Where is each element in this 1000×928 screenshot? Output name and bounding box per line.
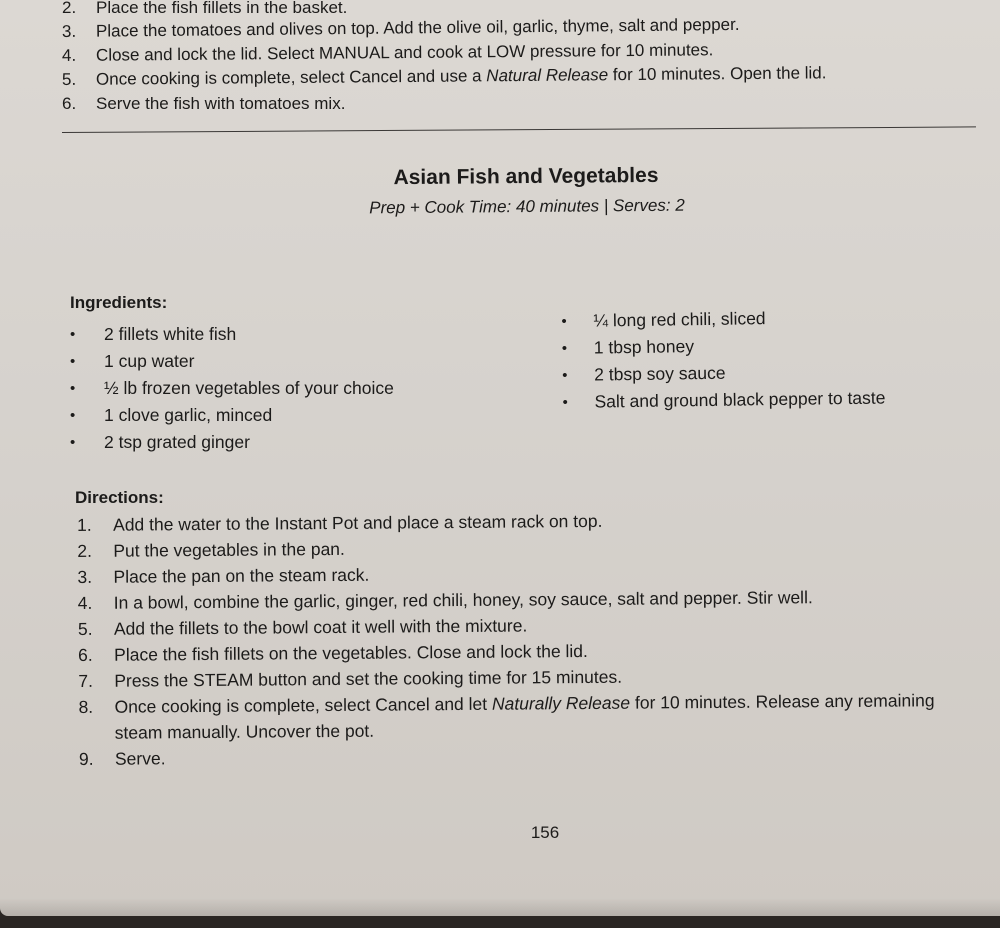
step-text: Place the fish fillets on the vegetables. Close and lock the lid. <box>114 640 588 665</box>
step-number: 6. <box>62 94 77 113</box>
ingredients-list-right <box>561 303 885 415</box>
ingredient-text: ½ lb frozen vegetables of your choice <box>104 378 394 398</box>
bullet-icon: • <box>70 380 76 397</box>
step-text: Add the water to the Instant Pot and place a steam rack on top. <box>113 510 603 535</box>
step-text-emphasis: Naturally Release <box>491 692 631 714</box>
step-text: Place the fish fillets in the basket. <box>96 0 348 17</box>
step-text: Serve. <box>114 748 166 769</box>
step-number: 1. <box>77 514 92 535</box>
step-text: Place the pan on the steam rack. <box>113 564 370 587</box>
ingredient-text: 2 tsp grated ginger <box>104 432 250 452</box>
step-number: 5. <box>77 618 93 639</box>
step-number: 2. <box>77 540 92 561</box>
step-text: Place the tomatoes and olives on top. Add the olive oil, garlic, thyme, salt and pepper. <box>95 14 740 41</box>
step-number: 2. <box>62 0 77 17</box>
step-number: 3. <box>77 566 93 587</box>
ingredient-text: 1 tbsp honey <box>593 336 695 358</box>
step-text-start: Once cooking is complete, select Cancel and use a <box>95 66 487 89</box>
step-number: 8. <box>78 696 94 717</box>
ingredient-item <box>70 429 394 456</box>
previous-step <box>62 92 962 116</box>
direction-step <box>78 687 978 746</box>
bullet-icon: • <box>70 326 76 343</box>
section-divider <box>62 126 976 133</box>
bullet-icon: • <box>70 434 76 451</box>
ingredient-item <box>70 321 394 348</box>
step-text-end: for 10 minutes. Release any remaining steam manually. Uncover the pot. <box>114 690 935 743</box>
bullet-icon: • <box>70 353 76 370</box>
ingredient-text: 2 tbsp soy sauce <box>594 362 726 385</box>
previous-recipe-steps <box>62 0 962 116</box>
ingredient-item <box>70 348 394 375</box>
ingredient-text: 1 cup water <box>104 351 195 371</box>
recipe-title: Asian Fish and Vegetables <box>393 163 659 190</box>
bullet-icon: • <box>70 407 76 424</box>
directions-list <box>77 505 979 772</box>
ingredient-text: Salt and ground black pepper to taste <box>594 387 886 412</box>
step-text: In a bowl, combine the garlic, ginger, red chili, honey, soy sauce, salt and pepper. Stir well. <box>113 587 813 613</box>
bullet-icon: • <box>561 339 568 358</box>
ingredient-item <box>70 375 394 402</box>
step-number: 4. <box>77 592 93 613</box>
ingredient-item <box>562 384 885 416</box>
ingredient-text: 1 clove garlic, minced <box>104 405 273 425</box>
ingredient-text: ¼ long red chili, sliced <box>593 308 766 331</box>
step-number: 6. <box>78 644 93 665</box>
step-text-emphasis: Natural Release <box>486 65 609 86</box>
bullet-icon: • <box>562 366 568 384</box>
step-text: Serve the fish with tomatoes mix. <box>96 94 346 113</box>
step-text-end: for 10 minutes. Open the lid. <box>608 63 827 85</box>
step-text: Press the STEAM button and set the cooking time for 15 minutes. <box>114 666 623 691</box>
step-text-start: Once cooking is complete, select Cancel and let <box>114 693 493 717</box>
step-number: 5. <box>61 69 77 89</box>
directions-heading: Directions: <box>75 488 164 507</box>
ingredient-item <box>70 402 394 429</box>
step-text: Add the fillets to the bowl coat it well with the mixture. <box>113 615 528 639</box>
bullet-icon: • <box>561 312 567 331</box>
step-number: 7. <box>78 670 94 691</box>
recipe-prep-time-servings: Prep + Cook Time: 40 minutes | Serves: 2 <box>369 195 685 218</box>
step-number: 4. <box>61 45 77 65</box>
ingredients-heading: Ingredients: <box>70 293 168 312</box>
page-number: 156 <box>530 823 560 842</box>
step-text: Close and lock the lid. Select MANUAL and cook at LOW pressure for 10 minutes. <box>95 40 714 65</box>
bullet-icon: • <box>562 393 568 411</box>
step-text: Put the vegetables in the pan. <box>113 538 345 561</box>
step-text <box>114 687 964 746</box>
step-number: 9. <box>78 748 94 769</box>
step-number: 3. <box>61 21 77 41</box>
step-text <box>96 61 827 91</box>
ingredients-list-left <box>70 321 394 456</box>
ingredient-text: 2 fillets white fish <box>104 324 237 344</box>
